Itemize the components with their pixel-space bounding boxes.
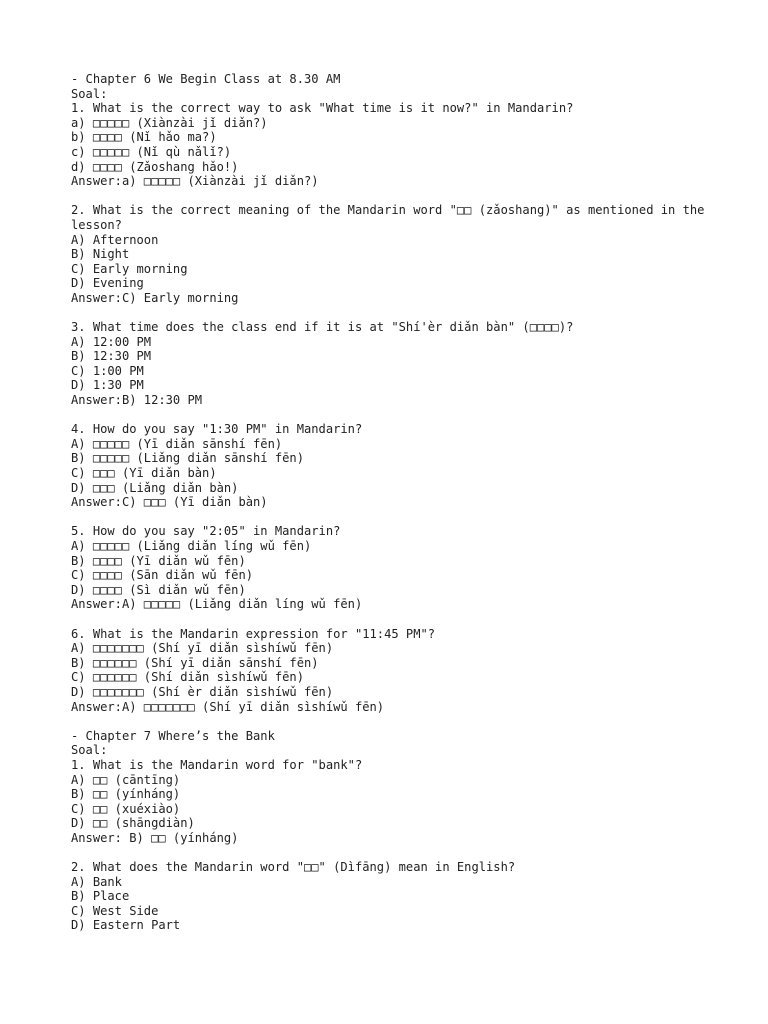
option-a: A) □□ (cāntīng) xyxy=(71,772,181,787)
option-a: A) Afternoon xyxy=(71,232,159,247)
option-d: d) □□□□ (Zǎoshang hǎo!) xyxy=(71,159,239,174)
option-b: B) Night xyxy=(71,247,130,262)
option-d: D) Evening xyxy=(71,276,144,291)
answer-text: Answer:B) 12:30 PM xyxy=(71,393,203,408)
question-block xyxy=(71,422,731,510)
question-block xyxy=(71,524,731,612)
option-b: B) □□□□□□ (Shí yī diǎn sānshí fēn) xyxy=(71,655,319,670)
question-text: 1. What is the Mandarin word for "bank"? xyxy=(71,757,363,772)
option-a: A) □□□□□ (Liǎng diǎn líng wǔ fēn) xyxy=(71,539,312,553)
chapter-7-heading: - Chapter 7 Where’s the Bank xyxy=(71,728,275,743)
option-b: B) 12:30 PM xyxy=(71,349,152,364)
option-a: a) □□□□□ (Xiànzài jǐ diǎn?) xyxy=(71,115,268,130)
option-d: D) Eastern Part xyxy=(71,918,181,933)
option-d: D) 1:30 PM xyxy=(71,378,144,393)
answer-text: Answer:a) □□□□□ (Xiànzài jǐ diǎn?) xyxy=(71,174,319,189)
answer-text: Answer:A) □□□□□ (Liǎng diǎn líng wǔ fēn) xyxy=(71,597,363,612)
spacer xyxy=(71,306,731,321)
option-c: c) □□□□□ (Nǐ qù nǎlǐ?) xyxy=(71,144,232,159)
option-b: B) □□ (yínháng) xyxy=(71,787,181,802)
spacer xyxy=(71,189,731,204)
option-b: B) □□□□□ (Liǎng diǎn sānshí fēn) xyxy=(71,451,304,466)
option-a: A) 12:00 PM xyxy=(71,334,152,349)
document-page xyxy=(71,72,731,933)
question-text: 3. What time does the class end if it is at "Shí'èr diǎn bàn" (□□□□)? xyxy=(71,320,574,335)
soal-label: Soal: xyxy=(71,743,108,758)
spacer xyxy=(71,510,731,525)
option-b: B) □□□□ (Yī diǎn wǔ fēn) xyxy=(71,553,246,568)
question-text: 2. What does the Mandarin word "□□" (Dìfāng) mean in English? xyxy=(71,860,516,875)
spacer xyxy=(71,408,731,423)
question-text: 6. What is the Mandarin expression for "11:45 PM"? xyxy=(71,626,436,641)
soal-label: Soal: xyxy=(71,86,108,101)
option-d: D) □□□□□□□ (Shí èr diǎn sìshíwǔ fēn) xyxy=(71,684,334,699)
option-a: A) □□□□□□□ (Shí yī diǎn sìshíwǔ fēn) xyxy=(71,641,334,656)
option-c: C) 1:00 PM xyxy=(71,363,144,378)
question-text: 1. What is the correct way to ask "What time is it now?" in Mandarin? xyxy=(71,101,574,116)
question-block xyxy=(71,203,731,305)
option-c: C) □□ (xuéxiào) xyxy=(71,801,181,816)
question-text: 2. What is the correct meaning of the Mandarin word "□□ (zǎoshang)" as mentioned in the lesson? xyxy=(71,203,712,232)
option-a: A) Bank xyxy=(71,874,122,889)
question-block xyxy=(71,101,731,189)
question-block xyxy=(71,627,731,715)
option-b: B) Place xyxy=(71,889,130,904)
question-block xyxy=(71,860,731,933)
spacer xyxy=(71,612,731,627)
question-block xyxy=(71,758,731,846)
chapter-6-heading: - Chapter 6 We Begin Class at 8.30 AM xyxy=(71,72,341,86)
option-d: D) □□□ (Liǎng diǎn bàn) xyxy=(71,480,239,495)
answer-text: Answer:A) □□□□□□□ (Shí yī diǎn sìshíwǔ fēn) xyxy=(71,699,385,714)
option-a: A) □□□□□ (Yī diǎn sānshí fēn) xyxy=(71,436,283,451)
spacer xyxy=(71,845,731,860)
option-c: C) □□□□ (Sān diǎn wǔ fēn) xyxy=(71,568,254,583)
answer-text: Answer: B) □□ (yínháng) xyxy=(71,830,239,845)
option-c: C) □□□ (Yī diǎn bàn) xyxy=(71,466,217,481)
question-block xyxy=(71,320,731,408)
answer-text: Answer:C) □□□ (Yī diǎn bàn) xyxy=(71,495,268,510)
answer-text: Answer:C) Early morning xyxy=(71,290,239,305)
question-text: 4. How do you say "1:30 PM" in Mandarin? xyxy=(71,422,363,437)
option-b: b) □□□□ (Nǐ hǎo ma?) xyxy=(71,130,217,145)
option-d: D) □□□□ (Sì diǎn wǔ fēn) xyxy=(71,582,246,597)
option-c: C) Early morning xyxy=(71,261,188,276)
spacer xyxy=(71,714,731,729)
option-d: D) □□ (shāngdiàn) xyxy=(71,816,195,831)
option-c: C) West Side xyxy=(71,903,159,918)
question-text: 5. How do you say "2:05" in Mandarin? xyxy=(71,524,341,539)
option-c: C) □□□□□□ (Shí diǎn sìshíwǔ fēn) xyxy=(71,670,304,685)
